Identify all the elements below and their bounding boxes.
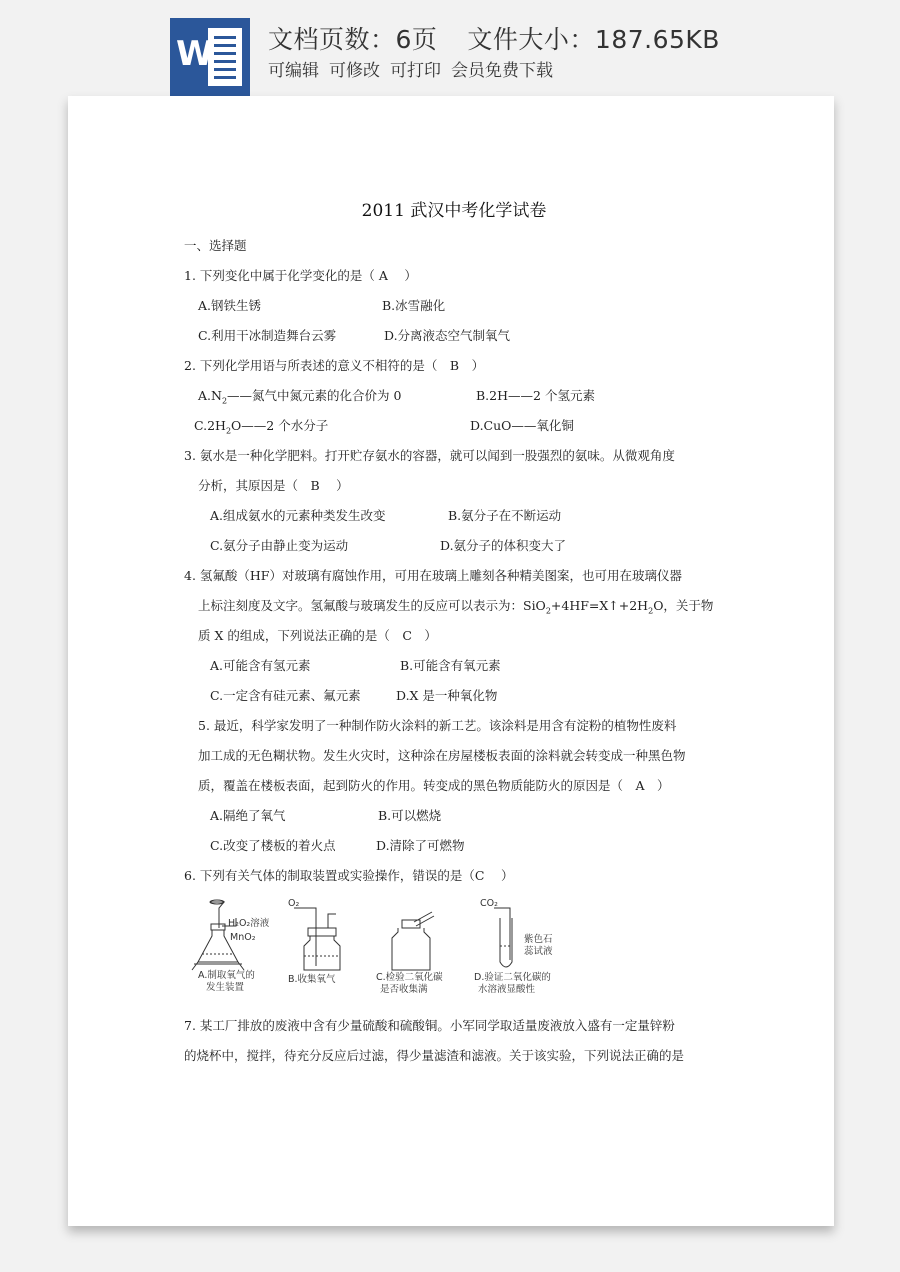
q5-option-d: D.清除了可燃物 <box>376 838 465 853</box>
q4-stem-line2: 上标注刻度及文字。氢氟酸与玻璃发生的反应可以表示为：$SiO_2+4HF=X↑+2H_2O$，关于物 <box>198 598 714 616</box>
q5-option-c: C.改变了楼板的着火点 <box>210 838 336 853</box>
q4-stem-line1: 4. 氢氟酸（HF）对玻璃有腐蚀作用，可用在玻璃上雕刻各种精美图案，也可用在玻璃仪器 <box>184 568 682 583</box>
word-document-icon <box>170 18 250 96</box>
q1-option-a: A.钢铁生锈 <box>198 298 262 313</box>
apparatus-b-gas-bottle <box>294 908 340 970</box>
caption-a-line1: A.制取氧气的 <box>198 970 255 981</box>
caption-c-line2: 是否收集满 <box>380 984 428 995</box>
caption-a-line2: 发生装置 <box>206 982 245 993</box>
q4-option-c: C.一定含有硅元素、氟元素 <box>210 688 361 703</box>
q5-stem-line1: 5. 最近，科学家发明了一种制作防火涂料的新工艺。该涂料是用含有淀粉的植物性废料 <box>198 718 677 733</box>
document-page <box>68 96 834 1226</box>
label-litmus-1: 紫色石 <box>524 934 553 945</box>
apparatus-d-test-tube <box>494 908 512 967</box>
q3-option-b: B.氨分子在不断运动 <box>448 508 562 523</box>
q5-option-a: A.隔绝了氧气 <box>210 808 286 823</box>
label-o2: O₂ <box>288 898 300 909</box>
q3-option-d: D.氨分子的体积变大了 <box>440 538 567 553</box>
q1-stem: 1. 下列变化中属于化学变化的是（ A ） <box>184 268 417 283</box>
q3-stem-line1: 3. 氨水是一种化学肥料。打开贮存氨水的容器，就可以闻到一股强烈的氨味。从微观角度 <box>184 448 675 463</box>
q5-option-b: B.可以燃烧 <box>378 808 442 823</box>
label-h2o2-solution: H₂O₂溶液 <box>228 918 270 929</box>
caption-c-line1: C.检验二氧化碳 <box>376 972 443 983</box>
label-litmus-2: 蕊试液 <box>524 946 553 957</box>
q4-stem-line3: 质 X 的组成，下列说法正确的是（ C ） <box>198 628 437 643</box>
q6-apparatus-figure <box>184 898 604 1004</box>
q7-stem-line2: 的烧杯中，搅拌，待充分反应后过滤，得少量滤渣和滤液。关于该实验，下列说法正确的是 <box>184 1048 685 1063</box>
q2-option-c: $C.2H_2O——2$ 个水分子 <box>194 418 329 436</box>
doc-info <box>268 20 720 56</box>
q2-option-a: $A.N_2——$氮气中氮元素的化合价为 0 <box>198 388 402 406</box>
q4-option-a: A.可能含有氢元素 <box>210 658 311 673</box>
section-heading: 一、选择题 <box>184 238 247 253</box>
q3-stem-line2: 分析，其原因是（ B ） <box>198 478 349 493</box>
caption-d-line1: D.验证二氧化碳的 <box>474 972 551 983</box>
caption-b: B.收集氧气 <box>288 974 336 985</box>
q2-option-b: B.2H——2 个氢元素 <box>476 388 595 403</box>
feature-list <box>268 56 563 81</box>
download-banner <box>0 0 900 96</box>
q5-stem-line3: 质，覆盖在楼板表面，起到防火的作用。转变成的黑色物质能防火的原因是（ A ） <box>198 778 670 793</box>
q4-option-d: D.X 是一种氧化物 <box>396 688 498 703</box>
q5-stem-line2: 加工成的无色糊状物。发生火灾时，这种涂在房屋楼板表面的涂料就会转变成一种黑色物 <box>198 748 686 763</box>
q4-option-b: B.可能含有氧元素 <box>400 658 501 673</box>
word-letter: W <box>176 34 214 74</box>
q3-option-a: A.组成氨水的元素种类发生改变 <box>210 508 386 523</box>
q2-stem: 2. 下列化学用语与所表述的意义不相符的是（ B ） <box>184 358 485 373</box>
q2-option-d: D.CuO——氧化铜 <box>470 418 574 433</box>
page-count: 文档页数：6页 <box>268 25 438 54</box>
file-size: 文件大小：187.65KB <box>467 25 720 54</box>
feature-member-download: 会员免费下载 <box>451 61 553 81</box>
q6-stem: 6. 下列有关气体的制取装置或实验操作，错误的是（C ） <box>184 868 514 883</box>
document-title: 2011 武汉中考化学试卷 <box>361 201 547 221</box>
label-mno2: MnO₂ <box>230 932 256 943</box>
caption-d-line2: 水溶液显酸性 <box>478 984 536 995</box>
apparatus-c-gas-jar <box>392 912 434 970</box>
feature-printable: 可打印 <box>390 61 441 81</box>
feature-modifiable: 可修改 <box>329 61 380 81</box>
feature-editable: 可编辑 <box>268 61 319 81</box>
q3-option-c: C.氨分子由静止变为运动 <box>210 538 349 553</box>
q1-option-d: D.分离液态空气制氧气 <box>384 328 511 343</box>
label-co2: CO₂ <box>480 898 498 909</box>
q7-stem-line1: 7. 某工厂排放的废液中含有少量硫酸和硫酸铜。小军同学取适量废液放入盛有一定量锌粉 <box>184 1018 675 1033</box>
q1-option-b: B.冰雪融化 <box>382 298 446 313</box>
q1-option-c: C.利用干冰制造舞台云雾 <box>198 328 337 343</box>
